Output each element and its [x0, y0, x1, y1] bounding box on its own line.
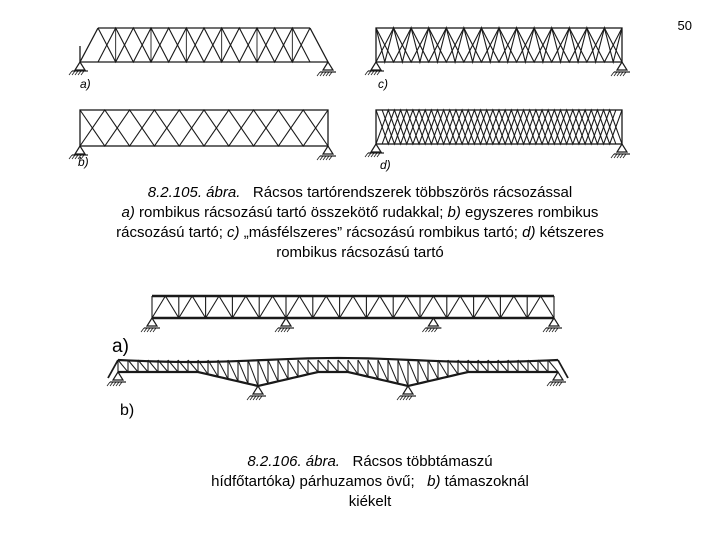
support-right-hatch — [623, 154, 626, 158]
caption-106-number: 8.2.106. ábra. — [247, 453, 340, 470]
caption-105-title: Rácsos tartórendszerek többszörös rácsozással — [252, 184, 573, 201]
rhombic-web-2 — [98, 28, 310, 62]
bridge-b-support-2-hatch — [403, 396, 406, 400]
bridge-a-support-2-hatch — [425, 328, 428, 332]
support-right-hatch — [329, 156, 332, 160]
bridge-a-support-1-hatch — [284, 328, 287, 332]
bridge-a-support-2 — [428, 318, 438, 326]
diagonal — [438, 360, 448, 377]
bridge-b-support-2-hatch — [406, 396, 409, 400]
diagonal — [308, 360, 318, 372]
bridge-b-support-2-hatch — [397, 396, 400, 400]
end-post-right — [310, 28, 328, 62]
caption-106-text: párhuzamos övű; — [295, 473, 428, 490]
bridge-b-support-2-hatch — [409, 396, 412, 400]
bridge-b-support-3-hatch — [547, 382, 550, 386]
bridge-b-support-0-hatch — [119, 382, 122, 386]
truss-diagram-b — [70, 104, 345, 166]
bridge-truss-diagram-a — [140, 286, 570, 338]
caption-ref-c: c) — [227, 224, 240, 241]
bridge-truss-diagram-b — [108, 352, 570, 412]
diagonal — [378, 360, 388, 381]
caption-106-ref-b: b) — [427, 473, 441, 490]
bridge-a-support-2-hatch — [431, 328, 434, 332]
support-left-hatch — [377, 153, 380, 157]
bridge-b-support-1 — [253, 386, 263, 394]
caption-105-text: egyszeres rombikus — [460, 204, 599, 221]
diagonal — [118, 360, 128, 372]
support-right — [323, 62, 333, 70]
bridge-b-support-0-hatch — [116, 382, 119, 386]
diagonal — [338, 360, 348, 372]
bridge-b-support-1-hatch — [247, 396, 250, 400]
support-right-hatch — [614, 154, 617, 158]
support-right — [617, 144, 627, 152]
panel-label-c: c) — [378, 77, 388, 91]
bridge-b-support-2 — [403, 386, 413, 394]
support-right-hatch — [323, 156, 326, 160]
bridge-a-support-3-hatch — [546, 328, 549, 332]
bridge-a-support-1-hatch — [281, 328, 284, 332]
bridge-a-support-1-hatch — [287, 328, 290, 332]
caption-105-line3 — [40, 223, 680, 243]
support-right-hatch — [326, 156, 329, 160]
bridge-a-support-3-hatch — [549, 328, 552, 332]
support-right-hatch — [317, 156, 320, 160]
caption-ref-d: d) — [522, 224, 536, 241]
bridge-b-support-3 — [553, 372, 563, 380]
bridge-a-support-0 — [147, 318, 157, 326]
caption-106-ref-a: ) — [290, 473, 296, 490]
bridge-b-support-1-hatch — [256, 396, 259, 400]
diagonal — [418, 360, 428, 381]
caption-106-line3: kiékelt — [348, 493, 392, 510]
bridge-b-support-0-hatch — [107, 382, 110, 386]
bridge-b-support-0-hatch — [113, 382, 116, 386]
diagonal — [318, 360, 328, 372]
caption-105-line2 — [40, 203, 680, 223]
support-left-hatch — [368, 153, 371, 157]
warren-web — [152, 296, 554, 318]
diagonal — [548, 360, 558, 372]
caption-106-title: Rácsos többtámaszú — [352, 453, 493, 470]
bridge-a-support-3-hatch — [543, 328, 546, 332]
bridge-b-support-0 — [113, 372, 123, 380]
bridge-a-support-0-hatch — [141, 328, 144, 332]
caption-105-text: rácsozású tartó; — [116, 224, 228, 241]
support-left — [371, 144, 381, 152]
web-diag-fine — [376, 28, 622, 62]
diagonal — [258, 360, 268, 384]
support-left-hatch — [365, 71, 368, 75]
truss-diagram-a — [70, 22, 345, 88]
support-right — [617, 62, 627, 70]
bridge-b-support-1-hatch — [259, 396, 262, 400]
caption-105-text: kétszeres — [535, 224, 604, 241]
caption-105-text: rombikus rácsozású tartó összekötő rudakkal; — [134, 204, 448, 221]
caption-105-number: 8.2.105. ábra. — [147, 184, 241, 201]
bridge-a-support-3-hatch — [555, 328, 558, 332]
bridge-b-support-3-hatch — [550, 382, 553, 386]
diagonal — [238, 360, 248, 384]
diagonal — [408, 360, 418, 384]
diagonal — [268, 360, 278, 381]
diagonal — [398, 360, 408, 386]
bridge-a-support-2-hatch — [428, 328, 431, 332]
diagonal — [288, 360, 298, 377]
bridge-b-support-1-hatch — [250, 396, 253, 400]
panel-label-b: b) — [78, 155, 89, 169]
diagonal — [328, 360, 338, 372]
diagonal — [248, 360, 258, 386]
diagonal — [388, 360, 398, 384]
support-right-hatch — [611, 154, 614, 158]
bridge-a-support-3 — [549, 318, 559, 326]
bridge-b-support-3-hatch — [559, 382, 562, 386]
support-left-hatch — [371, 153, 374, 157]
caption-106-line1 — [180, 452, 560, 472]
panel-label-a: a) — [80, 77, 91, 91]
bridge-b-support-2-hatch — [400, 396, 403, 400]
support-left — [371, 62, 381, 70]
support-right — [323, 146, 333, 154]
bridge-label-b: b) — [120, 402, 135, 419]
bridge-b-support-0-hatch — [110, 382, 113, 386]
support-left-hatch — [365, 153, 368, 157]
bridge-a-support-0-hatch — [150, 328, 153, 332]
figure-caption-105 — [40, 183, 680, 263]
support-left-hatch — [69, 71, 72, 75]
truss-diagram-d — [368, 104, 638, 166]
bridge-a-support-1 — [281, 318, 291, 326]
bridge-b-support-1-hatch — [253, 396, 256, 400]
support-left-hatch — [72, 155, 75, 159]
bridge-b-support-3-hatch — [556, 382, 559, 386]
caption-105-line4: rombikus rácsozású tartó — [276, 244, 444, 261]
caption-106-text: hídfőtartóka — [211, 473, 291, 490]
rhombic-web-2 — [80, 110, 328, 146]
bridge-a-support-3-hatch — [552, 328, 555, 332]
support-right-hatch — [617, 154, 620, 158]
diagonal — [298, 360, 308, 374]
bridge-a-support-0-hatch — [144, 328, 147, 332]
truss-diagram-c — [368, 22, 638, 88]
diagonal — [278, 360, 288, 379]
bottom-chord — [118, 372, 558, 386]
caption-105-text: „másfélszeres” rácsozású rombikus tartó; — [239, 224, 523, 241]
support-left — [75, 62, 85, 70]
support-left-hatch — [374, 153, 377, 157]
caption-106-line2 — [180, 472, 560, 492]
bridge-a-support-0-hatch — [153, 328, 156, 332]
diagonal — [428, 360, 438, 379]
bridge-a-support-1-hatch — [275, 328, 278, 332]
support-right-hatch — [611, 72, 614, 76]
bridge-label-a: a) — [112, 336, 129, 357]
support-right-hatch — [317, 72, 320, 76]
rhombic-web-1 — [98, 28, 310, 62]
bridge-a-support-0-hatch — [147, 328, 150, 332]
diagonal — [228, 360, 238, 381]
diagonal — [538, 360, 548, 372]
bridge-a-support-2-hatch — [434, 328, 437, 332]
caption-ref-a: a) — [121, 204, 135, 221]
panel-label-d: d) — [380, 158, 391, 172]
bridge-b-support-3-hatch — [553, 382, 556, 386]
figure-caption-106 — [180, 452, 560, 512]
bridge-a-support-2-hatch — [422, 328, 425, 332]
support-left — [75, 146, 85, 154]
caption-105-line1 — [40, 183, 680, 203]
bridge-a-support-1-hatch — [278, 328, 281, 332]
caption-ref-b: b) — [447, 204, 461, 221]
caption-106-text: támaszoknál — [440, 473, 529, 490]
end-post-left — [80, 28, 98, 62]
support-left-hatch — [69, 155, 72, 159]
page-number: 50 — [677, 18, 692, 33]
support-right-hatch — [620, 154, 623, 158]
support-right-hatch — [320, 156, 323, 160]
